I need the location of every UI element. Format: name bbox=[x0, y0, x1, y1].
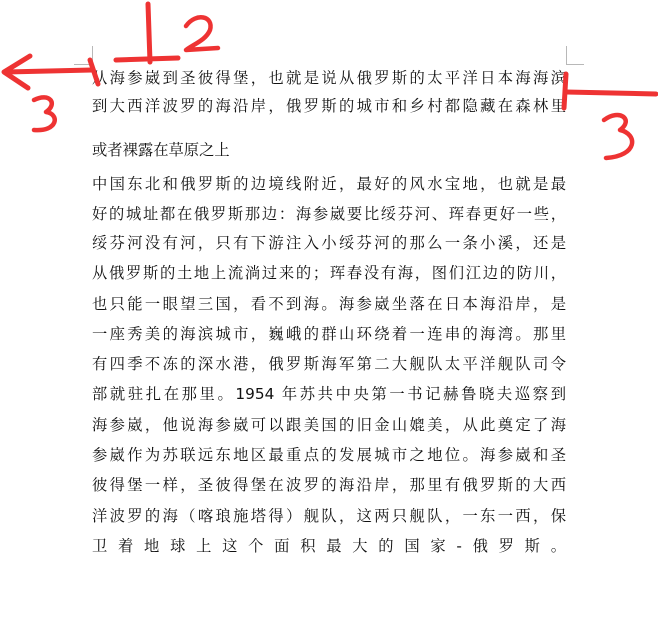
paragraph-line: 或者裸露在草原之上 bbox=[92, 141, 230, 159]
paragraph-line: 中国东北和俄罗斯的边境线附近，最好的风水宝地，也就是最 bbox=[92, 175, 566, 193]
paragraph-line: 洋波罗的海（喀琅施塔得）舰队，这两只舰队，一东一西，保 bbox=[92, 507, 566, 525]
right-margin-indicator-line bbox=[566, 92, 656, 94]
top-margin-number-2 bbox=[186, 17, 218, 50]
margin-guide-top-left-vertical bbox=[92, 46, 93, 64]
paragraph-line: 参崴作为苏联远东地区最重点的发展城市之地位。海参崴和圣 bbox=[92, 446, 566, 464]
paragraph-line: 海参崴，他说海参崴可以跟美国的旧金山媲美，从此奠定了海 bbox=[92, 416, 566, 434]
paragraph-line: 彼得堡一样，圣彼得堡在波罗的海沿岸，那里有俄罗斯的大西 bbox=[92, 476, 566, 494]
margin-guide-top-right-vertical bbox=[566, 46, 567, 64]
paragraph-line: 到大西洋波罗的海沿岸，俄罗斯的城市和乡村都隐藏在森林里 bbox=[92, 97, 566, 115]
top-margin-base-line bbox=[116, 58, 178, 60]
paragraph-line: 绥芬河没有河，只有下游注入小绥芬河的那么一条小溪，还是 bbox=[92, 234, 566, 252]
paragraph-line: 有四季不冻的深水港，俄罗斯海军第二大舰队太平洋舰队司令 bbox=[92, 355, 566, 373]
left-margin-arrow-line bbox=[6, 70, 92, 72]
top-margin-indicator-line bbox=[148, 4, 150, 62]
paragraph-line: 卫着地球上这个面积最大的国家-俄罗斯。 bbox=[92, 537, 566, 555]
paragraph-line: 好的城址都在俄罗斯那边：海参崴要比绥芬河、珲春更好一些， bbox=[92, 205, 566, 223]
paragraph-line bbox=[92, 562, 566, 590]
left-margin-arrowhead bbox=[4, 56, 30, 88]
paragraph-line: 从海参崴到圣彼得堡，也就是说从俄罗斯的太平洋日本海海滨 bbox=[92, 69, 566, 87]
paragraph-line: 从俄罗斯的土地上流淌过来的；珲春没有海，图们江边的防川， bbox=[92, 264, 566, 282]
paragraph-line: 一座秀美的海滨城市，巍峨的群山环绕着一连串的海湾。那里 bbox=[92, 325, 566, 343]
paragraph-line: 也只能一眼望三国，看不到海。海参崴坐落在日本海沿岸，是 bbox=[92, 295, 566, 313]
margin-guide-top-left-horizontal bbox=[74, 64, 92, 65]
margin-guide-top-right-horizontal bbox=[566, 64, 584, 65]
right-margin-number-3 bbox=[604, 115, 632, 158]
left-margin-number-3 bbox=[34, 97, 55, 130]
paragraph-line: 部就驻扎在那里。1954 年苏共中央第一书记赫鲁晓夫巡察到 bbox=[92, 385, 566, 403]
